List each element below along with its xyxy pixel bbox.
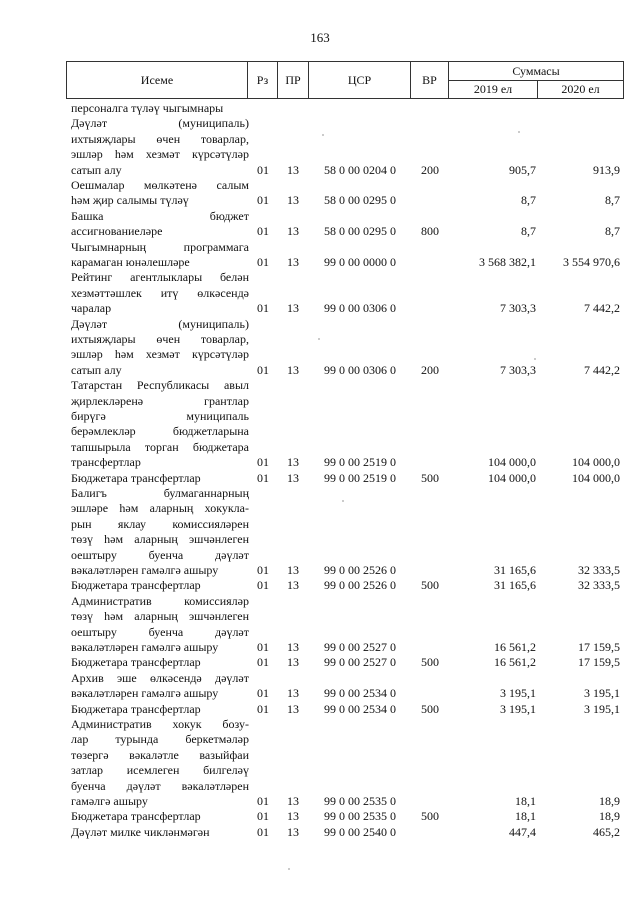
row-amount-2019: 104 000,0 <box>488 470 536 485</box>
scan-speck <box>534 358 536 360</box>
row-amount-2020: 7 442,2 <box>584 301 620 316</box>
row-name-line: ихтыяҗлары өчен товарлар, <box>71 332 249 346</box>
row-rz: 01 <box>257 701 269 716</box>
row-amount-2019: 3 568 382,1 <box>479 254 536 269</box>
row-name-line: Дәүләт (муниципаль) <box>71 316 249 331</box>
row-name-line: сатып алу <box>71 162 122 177</box>
row-name-line: берәмлекләр бюджетларына <box>71 424 249 439</box>
row-vr: 500 <box>421 578 439 593</box>
header-csr: ЦСР <box>308 61 411 99</box>
row-rz: 01 <box>257 193 269 208</box>
row-pr: 13 <box>287 301 299 316</box>
table-row <box>0 378 640 470</box>
row-vr: 500 <box>421 809 439 824</box>
row-name <box>71 116 249 178</box>
row-vr: 500 <box>421 701 439 716</box>
row-csr: 99 0 00 0306 0 <box>324 301 396 316</box>
row-name-line: сатып алу <box>71 362 122 377</box>
row-name <box>71 317 249 379</box>
scan-speck <box>518 131 520 133</box>
row-rz: 01 <box>257 824 269 839</box>
row-name <box>71 578 249 593</box>
row-name <box>71 209 249 240</box>
row-pr: 13 <box>287 655 299 670</box>
row-csr: 99 0 00 2526 0 <box>324 578 396 593</box>
row-name <box>71 702 249 717</box>
row-amount-2020: 104 000,0 <box>572 470 620 485</box>
row-name-line: чаралар <box>71 301 112 316</box>
scan-speck <box>288 868 290 870</box>
row-amount-2019: 18,1 <box>515 794 536 808</box>
row-csr: 99 0 00 0000 0 <box>324 254 396 269</box>
row-name-line: трансфертлар <box>71 455 141 470</box>
row-name-line: хезмәттәшлек итү өлкәсендә <box>71 285 249 300</box>
row-name-line: Чыгымнарның программага <box>71 239 249 254</box>
row-amount-2020: 7 442,2 <box>584 362 620 377</box>
row-name-line: төзергә вәкаләтле вазыйфаи <box>71 747 249 762</box>
table-row <box>0 317 640 379</box>
table-row <box>0 717 640 809</box>
header-year-2019: 2019 ел <box>448 80 538 99</box>
row-name <box>71 270 249 316</box>
row-name-line: лар турында беркетмәләр <box>71 732 249 747</box>
row-pr: 13 <box>287 794 299 808</box>
row-pr: 13 <box>287 809 299 824</box>
row-rz: 01 <box>257 686 269 701</box>
row-rz: 01 <box>257 162 269 177</box>
row-name-line: Административ комиссияләр <box>71 593 249 608</box>
row-amount-2020: 17 159,5 <box>578 639 620 654</box>
row-pr: 13 <box>287 224 299 239</box>
header-vr: ВР <box>410 61 449 99</box>
row-name-line: Бюджетара трансфертлар <box>71 655 201 670</box>
row-vr: 800 <box>421 224 439 239</box>
row-name-line: Архив эше өлкәсендә дәүләт <box>71 670 249 685</box>
table-row <box>0 178 640 209</box>
row-name <box>71 717 249 809</box>
row-pr: 13 <box>287 639 299 654</box>
row-rz: 01 <box>257 301 269 316</box>
scan-speck <box>342 500 344 502</box>
row-csr: 99 0 00 2540 0 <box>324 824 396 839</box>
row-name-line: вәкаләтләрен гамәлгә ашыру <box>71 563 219 578</box>
table-row <box>0 809 640 824</box>
row-name <box>71 594 249 656</box>
row-rz: 01 <box>257 563 269 577</box>
row-name-line: Оешмалар мөлкәтенә салым <box>71 178 249 192</box>
row-name-line: Бюджетара трансфертлар <box>71 701 201 716</box>
row-name <box>71 378 249 470</box>
row-name-line: эшләре һәм аларның хокукла- <box>71 501 249 516</box>
table-row <box>0 116 640 178</box>
row-name-line: оештыру буенча дәүләт <box>71 547 249 562</box>
row-name-line: Бюджетара трансфертлар <box>71 809 201 824</box>
row-csr: 99 0 00 2527 0 <box>324 655 396 670</box>
table-row <box>0 101 640 116</box>
row-name <box>71 655 249 670</box>
row-vr: 200 <box>421 162 439 177</box>
row-amount-2019: 8,7 <box>521 193 536 208</box>
row-amount-2020: 18,9 <box>599 794 620 808</box>
row-amount-2020: 18,9 <box>599 809 620 824</box>
row-name-line: бирүгә муниципаль <box>71 409 249 423</box>
row-name-line: вәкаләтләрен гамәлгә ашыру <box>71 640 219 655</box>
row-name <box>71 240 249 271</box>
row-rz: 01 <box>257 254 269 269</box>
row-amount-2020: 3 195,1 <box>584 686 620 701</box>
row-pr: 13 <box>287 824 299 839</box>
row-pr: 13 <box>287 563 299 577</box>
row-name-line: Бюджетара трансфертлар <box>71 470 201 485</box>
row-name-line: рын яклау комиссияләрен <box>71 516 249 531</box>
row-name-line: Рейтинг агентлыклары белән <box>71 270 249 285</box>
table-row <box>0 578 640 593</box>
row-csr: 99 0 00 2527 0 <box>324 639 396 654</box>
row-name <box>71 825 249 840</box>
row-pr: 13 <box>287 162 299 177</box>
row-rz: 01 <box>257 470 269 485</box>
row-vr: 500 <box>421 470 439 485</box>
row-name-line: вәкаләтләрен гамәлгә ашыру <box>71 686 219 701</box>
row-name-line: Дәүләт (муниципаль) <box>71 116 249 131</box>
row-pr: 13 <box>287 193 299 208</box>
row-name-line: эшләр һәм хезмәт күрсәтүләр <box>71 147 249 162</box>
row-amount-2019: 16 561,2 <box>494 655 536 670</box>
row-name-line: җирлекләренә грантлар <box>71 393 249 408</box>
row-amount-2019: 447,4 <box>509 824 536 839</box>
row-csr: 58 0 00 0295 0 <box>324 193 396 208</box>
row-name-line: карамаган юнәлешләре <box>71 255 190 269</box>
header-rz: Рз <box>247 61 278 99</box>
row-amount-2019: 7 303,3 <box>500 301 536 316</box>
table-row <box>0 655 640 670</box>
row-amount-2019: 7 303,3 <box>500 362 536 377</box>
row-name-line: Дәүләт милке чикләнмәгән <box>71 824 210 839</box>
row-csr: 99 0 00 2535 0 <box>324 809 396 824</box>
row-name-line: гамәлгә ашыру <box>71 794 148 809</box>
row-amount-2019: 104 000,0 <box>488 455 536 470</box>
row-pr: 13 <box>287 470 299 485</box>
row-pr: 13 <box>287 701 299 716</box>
row-pr: 13 <box>287 578 299 593</box>
row-csr: 58 0 00 0204 0 <box>324 162 396 177</box>
page-number: 163 <box>310 30 330 45</box>
scan-speck <box>322 134 324 136</box>
row-csr: 99 0 00 2535 0 <box>324 794 396 808</box>
row-pr: 13 <box>287 254 299 269</box>
table-row <box>0 594 640 656</box>
row-name <box>71 809 249 824</box>
header-name: Исеме <box>66 61 248 99</box>
row-name-line: ихтыяҗлары өчен товарлар, <box>71 131 249 146</box>
row-amount-2019: 3 195,1 <box>500 686 536 701</box>
row-vr: 500 <box>421 655 439 670</box>
table-row <box>0 270 640 316</box>
row-pr: 13 <box>287 455 299 470</box>
row-csr: 58 0 00 0295 0 <box>324 224 396 239</box>
row-rz: 01 <box>257 639 269 654</box>
header-sums: Суммасы <box>448 61 624 81</box>
row-amount-2020: 8,7 <box>605 224 620 239</box>
row-name <box>71 471 249 486</box>
row-amount-2020: 104 000,0 <box>572 455 620 470</box>
row-rz: 01 <box>257 655 269 670</box>
row-name <box>71 486 249 578</box>
scan-speck <box>318 338 320 340</box>
row-name-line: төзү һәм аларның эшчәнлеген <box>71 532 249 547</box>
table-row <box>0 240 640 271</box>
row-amount-2019: 18,1 <box>515 809 536 824</box>
row-amount-2019: 31 165,6 <box>494 563 536 577</box>
row-name-line: төзү һәм аларның эшчәнлеген <box>71 609 249 624</box>
row-amount-2020: 8,7 <box>605 193 620 208</box>
row-name-line: Бюджетара трансфертлар <box>71 578 201 593</box>
row-rz: 01 <box>257 455 269 470</box>
row-csr: 99 0 00 2519 0 <box>324 455 396 470</box>
row-csr: 99 0 00 2526 0 <box>324 563 396 577</box>
row-amount-2020: 3 195,1 <box>584 701 620 716</box>
row-rz: 01 <box>257 578 269 593</box>
row-pr: 13 <box>287 686 299 701</box>
row-amount-2019: 31 165,6 <box>494 578 536 593</box>
row-csr: 99 0 00 2519 0 <box>324 470 396 485</box>
row-amount-2020: 17 159,5 <box>578 655 620 670</box>
row-name-line: Башка бюджет <box>71 208 249 223</box>
row-csr: 99 0 00 2534 0 <box>324 701 396 716</box>
row-name-line: персоналга түләү чыгымнары <box>71 101 224 115</box>
row-amount-2019: 8,7 <box>521 224 536 239</box>
row-rz: 01 <box>257 224 269 239</box>
row-name-line: ассигнованиеләре <box>71 224 163 239</box>
row-name-line: буенча дәүләт вәкаләтләрен <box>71 778 249 793</box>
row-amount-2020: 913,9 <box>593 162 620 177</box>
row-name-line: затлар исемлеген билгеләү <box>71 763 249 778</box>
row-name <box>71 178 249 209</box>
table-row <box>0 471 640 486</box>
header-year-2020: 2020 ел <box>537 80 624 99</box>
row-csr: 99 0 00 2534 0 <box>324 686 396 701</box>
row-name-line: Балигъ булмаганнарның <box>71 486 249 500</box>
table-row <box>0 486 640 578</box>
row-amount-2020: 3 554 970,6 <box>563 254 620 269</box>
row-amount-2020: 32 333,5 <box>578 578 620 593</box>
row-rz: 01 <box>257 809 269 824</box>
row-csr: 99 0 00 0306 0 <box>324 362 396 377</box>
table-row <box>0 825 640 840</box>
table-row <box>0 671 640 702</box>
row-vr: 200 <box>421 362 439 377</box>
row-amount-2020: 465,2 <box>593 824 620 839</box>
row-name-line: эшләр һәм хезмәт күрсәтүләр <box>71 347 249 362</box>
row-name <box>71 671 249 702</box>
row-name <box>71 101 249 116</box>
row-amount-2019: 3 195,1 <box>500 701 536 716</box>
table-row <box>0 702 640 717</box>
row-amount-2019: 905,7 <box>509 162 536 177</box>
table-row <box>0 209 640 240</box>
row-pr: 13 <box>287 362 299 377</box>
row-name-line: оештыру буенча дәүләт <box>71 624 249 639</box>
header-pr: ПР <box>277 61 309 99</box>
row-name-line: Административ хокук бозу- <box>71 717 249 731</box>
row-rz: 01 <box>257 794 269 808</box>
row-rz: 01 <box>257 362 269 377</box>
row-amount-2020: 32 333,5 <box>578 563 620 577</box>
row-name-line: Татарстан Республикасы авыл <box>71 378 249 393</box>
row-name-line: һәм җир салымы түләү <box>71 193 189 208</box>
row-amount-2019: 16 561,2 <box>494 639 536 654</box>
row-name-line: тапшырыла торган бюджетара <box>71 439 249 454</box>
